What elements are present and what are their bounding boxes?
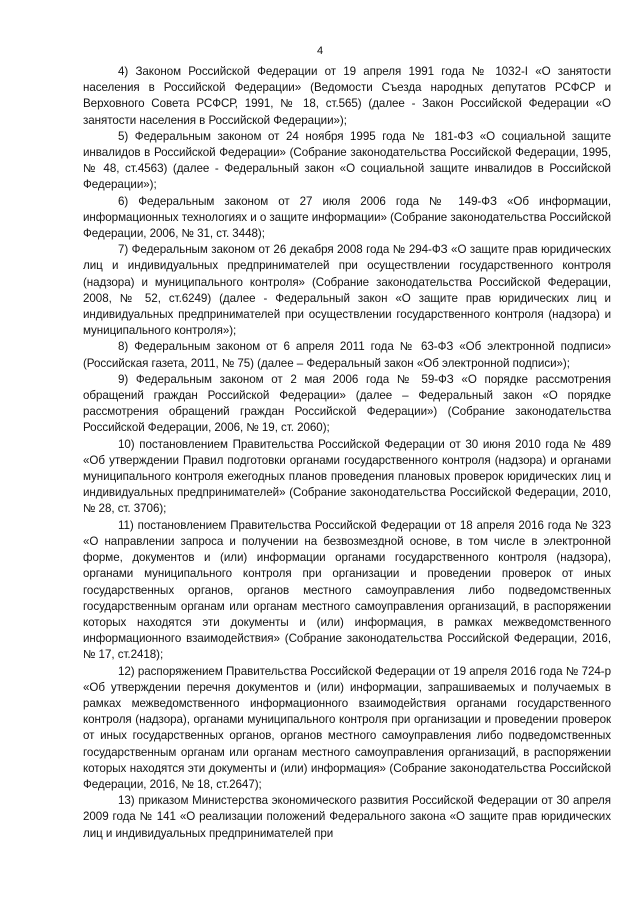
list-item-order-724-r: 12) распоряжением Правительства Российской Федерации от 19 апреля 2016 года № 724-р «Об утверждении перечня документов и (или) информации, запрашиваемых и получаемых в рамках межведомственного информационного взаимодействия органами государственного контроля (надзора), органами муниципального контроля при организации и проведении проверок от иных государственных органов, органов местного самоуправления либо подведомственных государственным органам или органам местного самоуправления организаций, в распоряжении которых находятся эти документы и (или) информация» (Собрание законодательства Российской Федерации, 2016, № 18, ст.2647); [83, 664, 611, 791]
list-item-law-citizen-appeals: 9) Федеральным законом от 2 мая 2006 года № 59-ФЗ «О порядке рассмотрения обращений граждан Российской Федерации» (далее – Федеральный закон «О порядке рассмотрения обращений граждан Российской Федерации») (Собрание законодательства Российской Федерации, 2006, № 19, ст. 2060); [83, 372, 611, 435]
page-number: 4 [316, 45, 324, 57]
list-item-law-employment: 4) Законом Российской Федерации от 19 апреля 1991 года № 1032-I «О занятости населения в Российской Федерации» (Ведомости Съезда народных депутатов РСФСР и Верховного Совета РСФСР, 1991, № 18, ст.565) (далее - Закон Российской Федерации «О занятости населения в Российской Федерации»); [83, 65, 611, 127]
list-item-law-business-protection: 7) Федеральным законом от 26 декабря 2008 года № 294-ФЗ «О защите прав юридических лиц и индивидуальных предпринимателей при осуществлении государственного контроля (надзора) и муниципального контроля» (Собрание законодательства Российской Федерации, 2008, № 52, ст.6249) (далее - Федеральный закон «О защите прав юридических лиц и индивидуальных предпринимателей при осуществлении государственного контроля (надзора) и муниципального контроля»); [83, 243, 611, 338]
list-item-resolution-489: 10) постановлением Правительства Российской Федерации от 30 июня 2010 года № 489 «Об утверждении Правил подготовки органами государственного контроля (надзора) и органами муниципального контроля ежегодных планов проведения плановых проверок юридических лиц и индивидуальных предпринимателей» (Собрание законодательства Российской Федерации, 2010, № 28, ст. 3706); [83, 437, 611, 516]
document-body [83, 64, 611, 842]
list-item-law-electronic-signature: 8) Федеральным законом от 6 апреля 2011 года № 63-ФЗ «Об электронной подписи» (Российская газета, 2011, № 75) (далее – Федеральный закон «Об электронной подписи»); [83, 340, 611, 370]
list-item-order-141: 13) приказом Министерства экономического развития Российской Федерации от 30 апреля 2009 года № 141 «О реализации положений Федерального закона «О защите прав юридических лиц и индивидуальных предпринимателей при [83, 794, 611, 840]
list-item-resolution-323: 11) постановлением Правительства Российской Федерации от 18 апреля 2016 года № 323 «О направлении запроса и получении на безвозмездной основе, в том числе в электронной форме, документов и (или) информации органами государственного контроля (надзора), органами муниципального контроля при организации и проведении проверок от иных государственных органов, органов местного самоуправления либо подведомственных государственным органам или органам местного самоуправления организаций, в распоряжении которых находятся эти документы и (или) информация, в рамках межведомственного информационного взаимодействия» (Собрание законодательства Российской Федерации, 2016, № 17, ст.2418); [83, 518, 611, 662]
list-item-law-disabled-protection: 5) Федеральным законом от 24 ноября 1995 года № 181-ФЗ «О социальной защите инвалидов в Российской Федерации» (Собрание законодательства Российской Федерации, 1995, № 48, ст.4563) (далее - Федеральный закон «О социальной защите инвалидов в Российской Федерации»); [83, 129, 611, 192]
list-item-law-information: 6) Федеральным законом от 27 июля 2006 года № 149-ФЗ «Об информации, информационных технологиях и о защите информации» (Собрание законодательства Российской Федерации, 2006, № 31, ст. 3448); [83, 194, 611, 241]
